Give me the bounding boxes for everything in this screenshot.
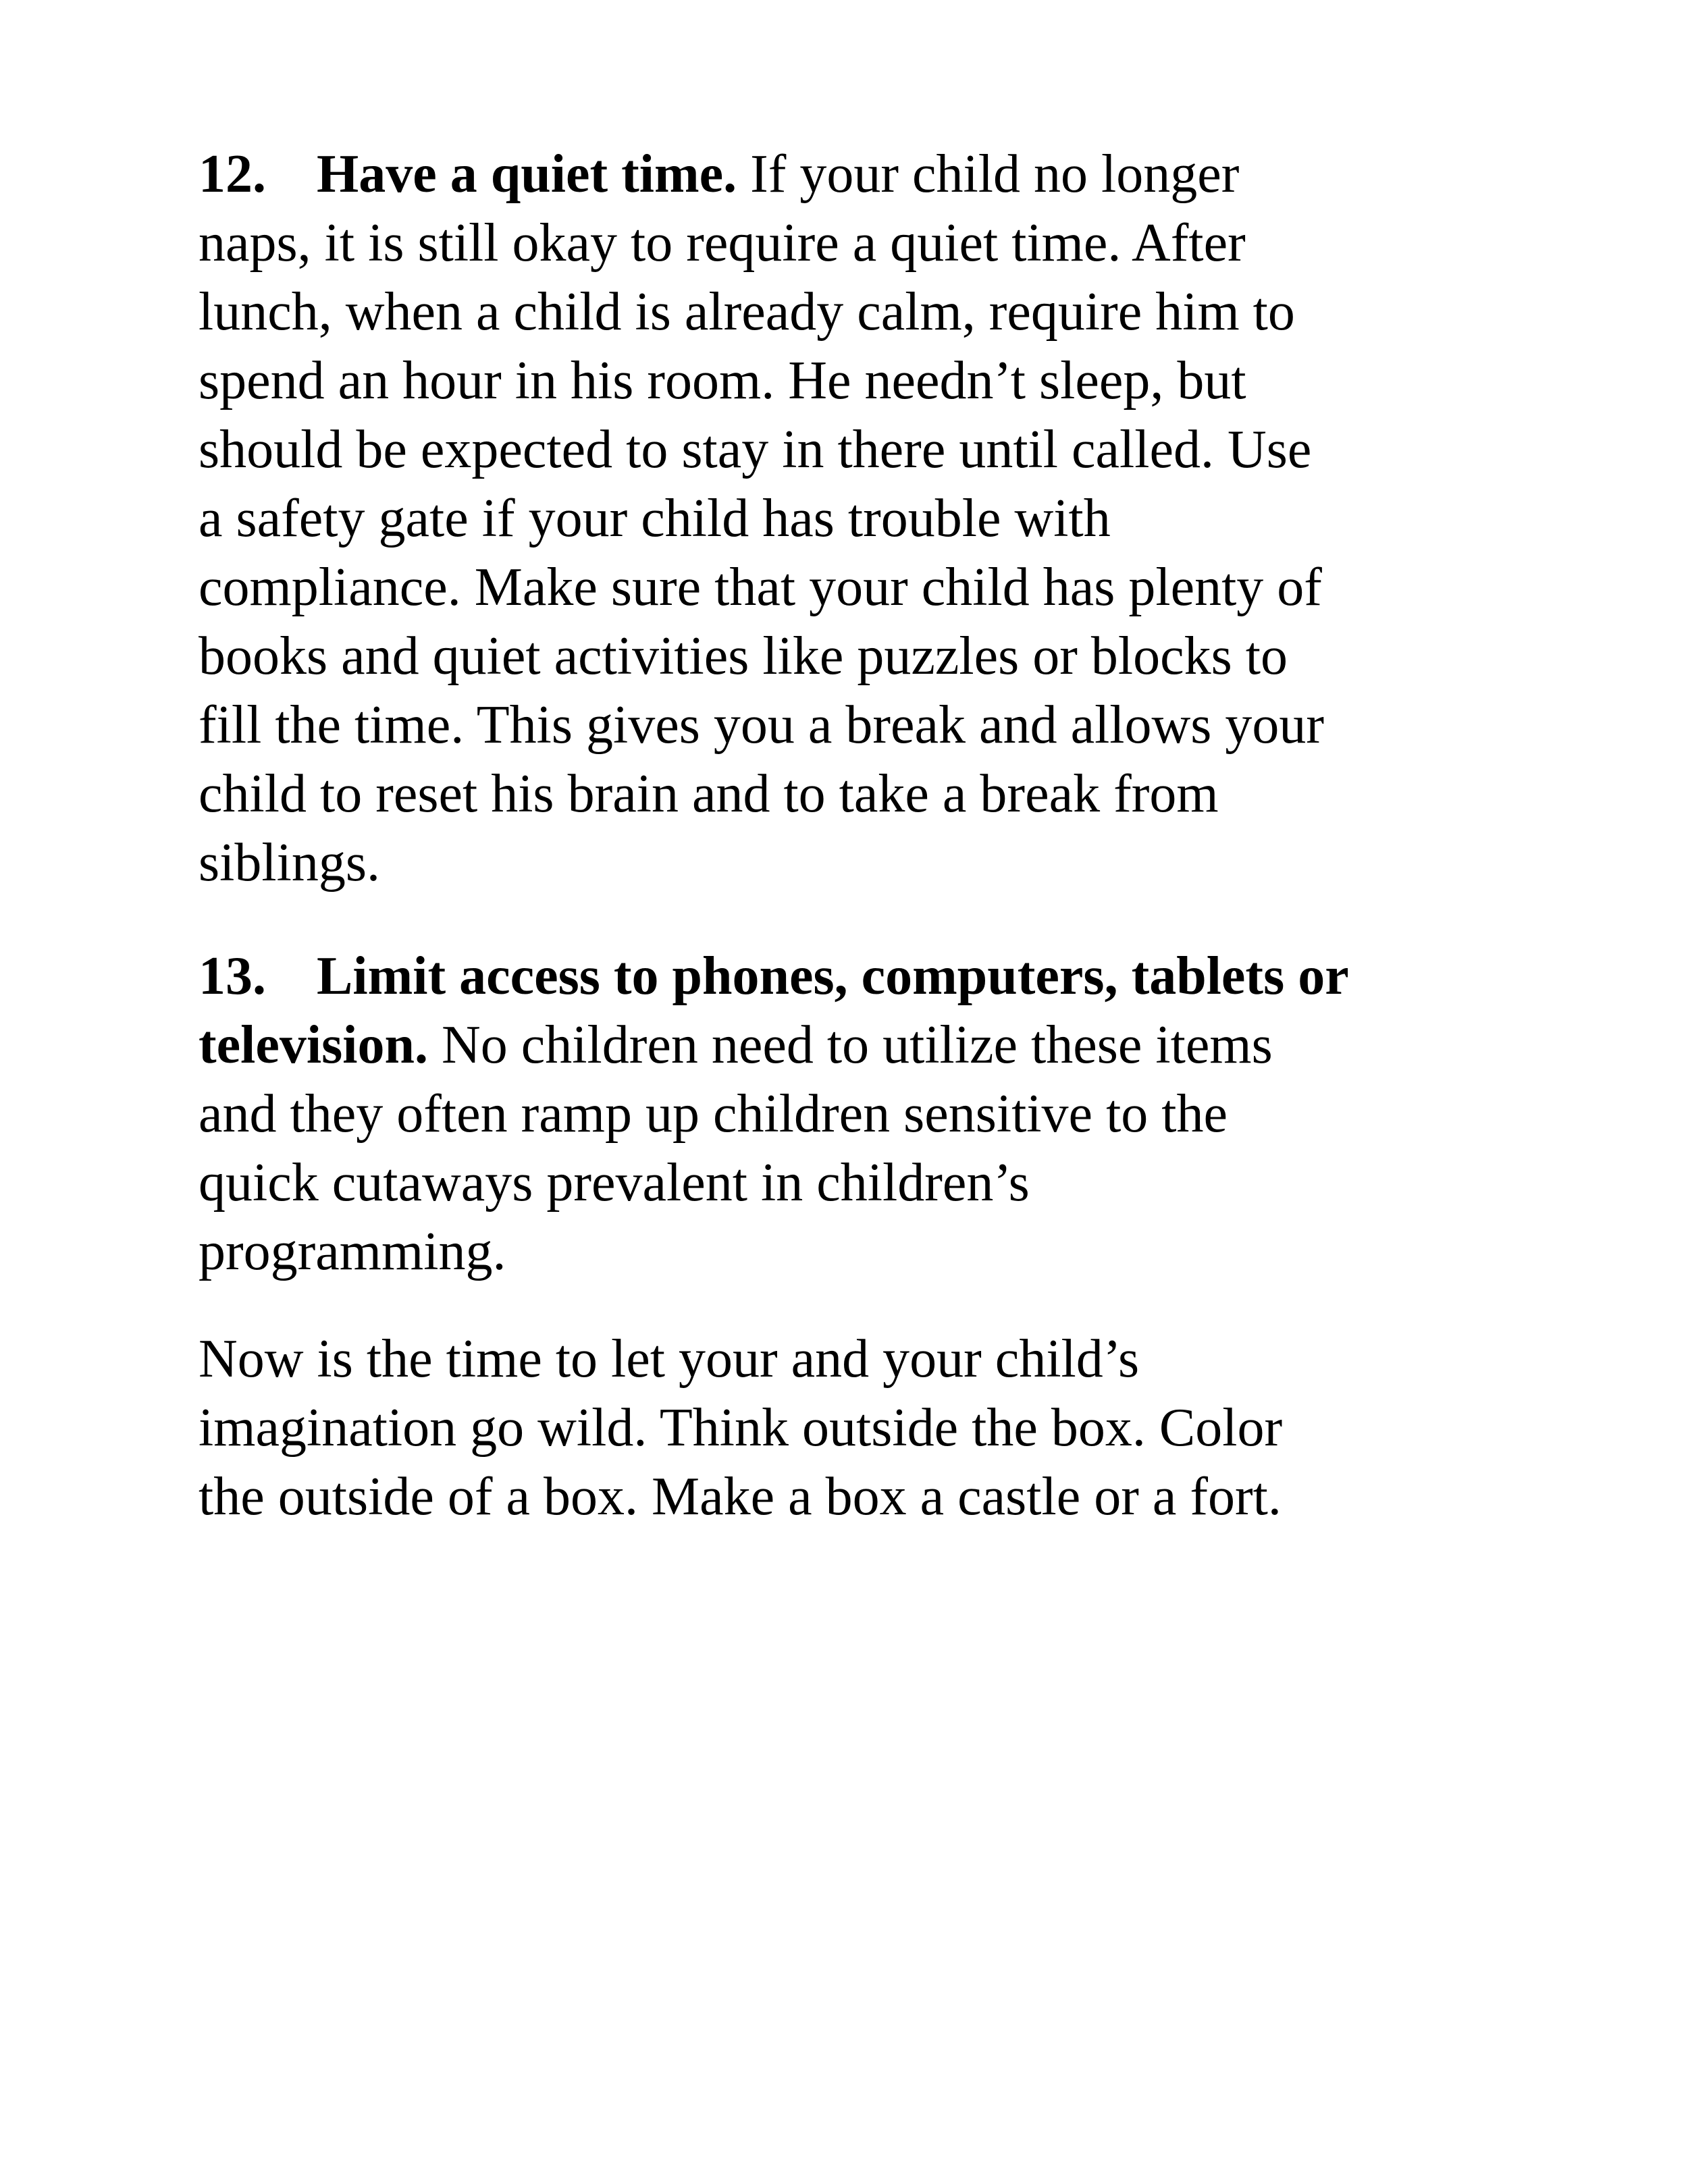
paragraph-line: child to reset his brain and to take a break from [199, 764, 1219, 824]
item-number: 12. [199, 144, 266, 204]
paragraph-item-13 [199, 942, 1508, 1286]
paragraph-item-12 [199, 140, 1508, 897]
paragraph-line [199, 942, 1508, 1011]
item-heading: Have a quiet time. [317, 144, 737, 204]
paragraph-line: and they often ramp up children sensitive to the [199, 1084, 1228, 1144]
item-heading: Limit access to phones, computers, tablets or [317, 947, 1349, 1006]
item-heading-continued: television. [199, 1015, 428, 1075]
paragraph-line: imagination go wild. Think outside the box. Color [199, 1398, 1283, 1458]
paragraph-line [199, 140, 1508, 209]
paragraph-text: If your child no longer [737, 144, 1240, 204]
paragraph-line: quick cutaways prevalent in children’s [199, 1153, 1030, 1213]
paragraph-line: compliance. Make sure that your child has plenty of [199, 558, 1322, 617]
paragraph-line: lunch, when a child is already calm, require him to [199, 282, 1295, 342]
paragraph-text: No children need to utilize these items [427, 1015, 1273, 1075]
closing-paragraph [199, 1325, 1508, 1531]
paragraph-line: Now is the time to let your and your child’s [199, 1329, 1140, 1389]
paragraph-line: siblings. [199, 833, 380, 893]
paragraph-line: the outside of a box. Make a box a castle or a fort. [199, 1467, 1282, 1526]
paragraph-line: spend an hour in his room. He needn’t sleep, but [199, 351, 1246, 410]
paragraph-line: should be expected to stay in there until called. Use [199, 420, 1312, 479]
paragraph-line: books and quiet activities like puzzles or blocks to [199, 627, 1288, 686]
paragraph-line [199, 1011, 1508, 1080]
paragraph-line: fill the time. This gives you a break and allows your [199, 695, 1325, 755]
paragraph-line: naps, it is still okay to require a quiet time. After [199, 213, 1246, 273]
paragraph-line: programming. [199, 1222, 506, 1281]
paragraph-line: a safety gate if your child has trouble with [199, 489, 1111, 548]
item-number: 13. [199, 947, 266, 1006]
